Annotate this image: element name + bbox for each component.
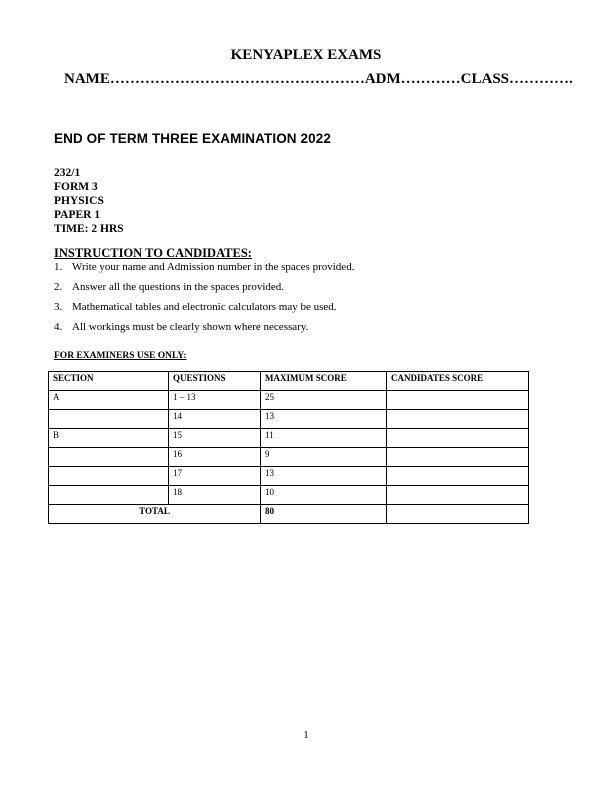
column-header: CANDIDATES SCORE xyxy=(387,372,529,391)
max-score-cell: 25 xyxy=(261,391,387,410)
form-level: FORM 3 xyxy=(54,181,98,193)
total-label: TOTAL xyxy=(49,505,261,524)
section-cell: A xyxy=(49,391,169,410)
candidate-score-cell[interactable] xyxy=(387,448,529,467)
max-score-cell: 13 xyxy=(261,467,387,486)
questions-cell: 1 – 13 xyxy=(169,391,261,410)
section-cell xyxy=(49,448,169,467)
candidate-score-cell[interactable] xyxy=(387,486,529,505)
exam-body-title: KENYAPLEX EXAMS xyxy=(230,47,382,63)
candidate-score-cell[interactable] xyxy=(387,467,529,486)
max-score-cell: 11 xyxy=(261,429,387,448)
list-item xyxy=(54,280,354,300)
instructions-list xyxy=(54,260,354,340)
item-text: Answer all the questions in the spaces provided. xyxy=(72,281,285,293)
subject: PHYSICS xyxy=(54,195,104,207)
table-row xyxy=(49,486,529,505)
questions-cell: 15 xyxy=(169,429,261,448)
item-text: Mathematical tables and electronic calculators may be used. xyxy=(72,301,337,313)
instructions-heading: INSTRUCTION TO CANDIDATES: xyxy=(54,246,252,260)
paper-number: PAPER 1 xyxy=(54,209,101,221)
candidate-score-cell[interactable] xyxy=(387,410,529,429)
exam-title: END OF TERM THREE EXAMINATION 2022 xyxy=(54,131,331,146)
item-text: All workings must be clearly shown where necessary. xyxy=(72,321,309,333)
name-adm-class-line: NAME……………………………………………ADM…………CLASS…………. xyxy=(64,71,573,87)
examiners-heading: FOR EXAMINERS USE ONLY: xyxy=(54,351,187,361)
table-row xyxy=(49,448,529,467)
candidate-score-cell[interactable] xyxy=(387,429,529,448)
paper-info xyxy=(54,166,124,236)
table-row xyxy=(49,467,529,486)
section-cell xyxy=(49,486,169,505)
column-header: MAXIMUM SCORE xyxy=(261,372,387,391)
questions-cell: 17 xyxy=(169,467,261,486)
item-number: 4. xyxy=(54,321,63,333)
candidate-score-cell[interactable] xyxy=(387,391,529,410)
score-table xyxy=(48,371,529,524)
table-row xyxy=(49,391,529,410)
time-allowed: TIME: 2 HRS xyxy=(54,223,124,235)
max-score-cell: 13 xyxy=(261,410,387,429)
page-number: 1 xyxy=(303,729,309,741)
section-cell xyxy=(49,467,169,486)
table-row xyxy=(49,410,529,429)
total-row xyxy=(49,505,529,524)
item-number: 1. xyxy=(54,261,63,273)
section-cell xyxy=(49,410,169,429)
total-max-score: 80 xyxy=(261,505,387,524)
list-item xyxy=(54,300,354,320)
item-number: 3. xyxy=(54,301,63,313)
paper-code: 232/1 xyxy=(54,167,81,179)
max-score-cell: 10 xyxy=(261,486,387,505)
column-header: QUESTIONS xyxy=(169,372,261,391)
table-header-row xyxy=(49,372,529,391)
questions-cell: 16 xyxy=(169,448,261,467)
item-number: 2. xyxy=(54,281,63,293)
questions-cell: 14 xyxy=(169,410,261,429)
table-row xyxy=(49,429,529,448)
list-item xyxy=(54,320,354,340)
total-candidate-score[interactable] xyxy=(387,505,529,524)
item-text: Write your name and Admission number in the spaces provided. xyxy=(72,261,355,273)
section-cell: B xyxy=(49,429,169,448)
list-item xyxy=(54,260,354,280)
questions-cell: 18 xyxy=(169,486,261,505)
column-header: SECTION xyxy=(49,372,169,391)
max-score-cell: 9 xyxy=(261,448,387,467)
